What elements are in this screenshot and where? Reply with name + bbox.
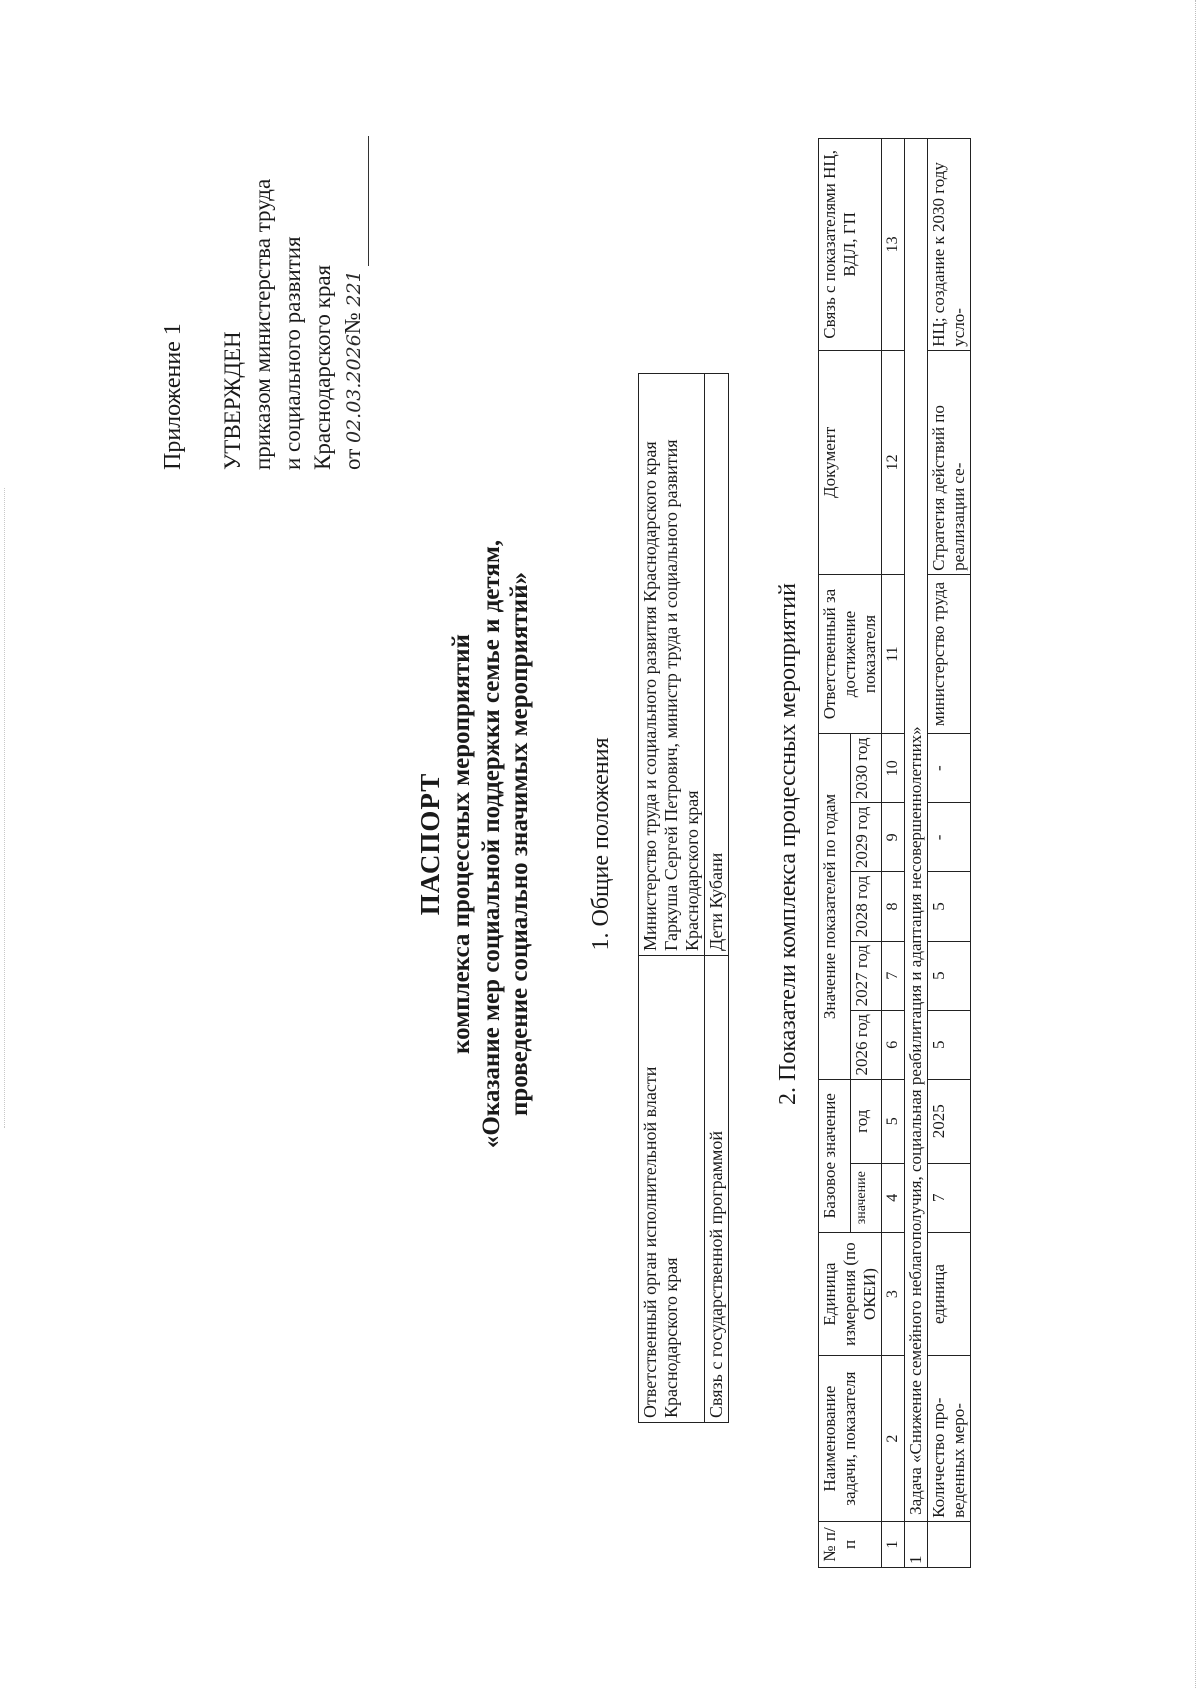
- indicator-2028: 5: [928, 872, 971, 941]
- col-header-responsible: Ответственный за достижение показателя: [819, 574, 882, 733]
- col-header-2028: 2028 год: [850, 872, 882, 941]
- indicator-2026: 5: [928, 1010, 971, 1079]
- col-number: 12: [882, 350, 905, 574]
- row-num: [928, 1521, 971, 1567]
- table-row: [928, 139, 971, 1568]
- col-number: 3: [882, 1232, 905, 1356]
- section-heading-indicators: 2. Показатели комплекса процессных мероприятий: [775, 583, 801, 1106]
- col-number: 8: [882, 872, 905, 941]
- col-number: 7: [882, 941, 905, 1010]
- col-header-document: Документ: [819, 350, 882, 574]
- approved-line: приказом министерства труда: [250, 178, 275, 470]
- indicator-2029: -: [928, 803, 971, 872]
- table-row: [639, 374, 705, 1423]
- approved-line: и социального развития: [280, 236, 305, 470]
- col-header-base-value: значение: [850, 1163, 882, 1232]
- scan-artifact: [1195, 0, 1200, 1688]
- col-header-unit: Единица измерения (по ОКЕИ): [819, 1232, 882, 1356]
- col-header-2027: 2027 год: [850, 941, 882, 1010]
- col-number: 13: [882, 139, 905, 351]
- approved-from: от: [340, 448, 365, 470]
- col-number: 2: [882, 1356, 905, 1522]
- table-cell-label: Связь с государственной программой: [705, 956, 729, 1423]
- approved-number: 221: [343, 270, 365, 307]
- approved-line: Краснодарского края: [310, 264, 335, 470]
- appendix-label: Приложение 1: [160, 323, 186, 470]
- indicator-responsible: министерство труда: [928, 574, 971, 733]
- indicator-2030: -: [928, 734, 971, 803]
- document-subtitle: комплекса процессных мероприятий: [448, 634, 475, 1054]
- col-header-base: Базовое значение: [819, 1079, 851, 1232]
- col-header-num: № п/п: [819, 1521, 882, 1567]
- task-title: Задача «Снижение семейного неблагополучия, социальная реабилитация и адаптация несовершеннолетних»: [905, 139, 928, 1522]
- scan-artifact: [4, 488, 5, 1128]
- row-index: 1: [905, 1521, 928, 1567]
- indicator-unit: единица: [928, 1232, 971, 1356]
- section-heading-general: 1. Общие положения: [588, 737, 614, 951]
- col-header-link: Связь с показателями НЦ, ВДЛ, ГП: [819, 139, 882, 351]
- indicator-name: Количество про- веденных меро-: [928, 1356, 971, 1522]
- table-header-row: [819, 139, 851, 1568]
- col-number: 10: [882, 734, 905, 803]
- table-cell-label: Ответственный орган исполнительной власти Краснодарского края: [639, 956, 705, 1423]
- indicator-document: Стратегия действий по реализации се-: [928, 350, 971, 574]
- col-header-name: Наименование задачи, показателя: [819, 1356, 882, 1522]
- col-number: 1: [882, 1521, 905, 1567]
- task-row: [905, 139, 928, 1568]
- indicator-link: НЦ; создание к 2030 году усло-: [928, 139, 971, 351]
- col-header-2030: 2030 год: [850, 734, 882, 803]
- col-header-years: Значение показателей по годам: [819, 734, 851, 1080]
- col-header-2029: 2029 год: [850, 803, 882, 872]
- general-provisions-table: [638, 373, 729, 1423]
- col-number: 6: [882, 1010, 905, 1079]
- approved-date: 02.03.2026: [343, 334, 365, 443]
- indicator-2027: 5: [928, 941, 971, 1010]
- col-number: 4: [882, 1163, 905, 1232]
- col-header-2026: 2026 год: [850, 1010, 882, 1079]
- document-subtitle: «Оказание мер социальной поддержки семье и детям,: [478, 539, 505, 1149]
- table-row: [705, 374, 729, 1423]
- document-title: ПАСПОРТ: [415, 772, 445, 916]
- col-number: 11: [882, 574, 905, 733]
- approval-block: [218, 136, 369, 470]
- col-number: 9: [882, 803, 905, 872]
- col-header-base-year: год: [850, 1079, 882, 1163]
- col-number: 5: [882, 1079, 905, 1163]
- indicator-base-value: 7: [928, 1163, 971, 1232]
- column-numbers-row: [882, 139, 905, 1568]
- approved-title: УТВЕРЖДЕН: [220, 331, 245, 470]
- signature-line: [346, 136, 369, 266]
- document-subtitle: проведение социально значимых мероприятий»: [506, 572, 533, 1116]
- table-cell-value: Министерство труда и социального развития Краснодарского края Гаркуша Сергей Петрович, министр труда и социального развития Краснодарского края: [639, 374, 705, 956]
- indicator-base-year: 2025: [928, 1079, 971, 1163]
- approved-date-line: [338, 136, 369, 470]
- approved-no: №: [340, 312, 365, 335]
- table-cell-value: Дети Кубани: [705, 374, 729, 956]
- indicators-table: [818, 138, 971, 1568]
